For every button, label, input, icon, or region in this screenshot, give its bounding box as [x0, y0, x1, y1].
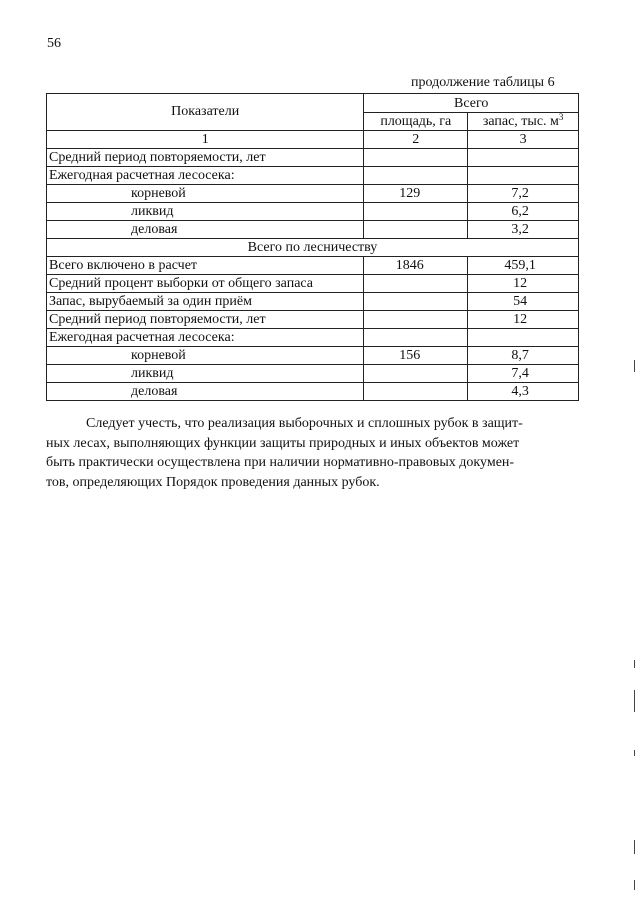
column-number: 2 — [364, 131, 468, 149]
row-area-value — [364, 203, 468, 221]
paragraph-line: ных лесах, выполняющих функции защиты природных и иных объектов может — [46, 435, 520, 451]
header-stock-text: запас, тыс. м — [482, 114, 559, 129]
header-total: Всего — [364, 94, 579, 113]
row-label: ликвид — [47, 203, 364, 221]
row-label: Средний период повторяемости, лет — [47, 311, 364, 329]
table-row — [47, 221, 579, 239]
row-area-value — [364, 275, 468, 293]
row-area-value — [364, 383, 468, 401]
row-label: Средний процент выборки от общего запаса — [47, 275, 364, 293]
forest-data-table — [46, 93, 579, 401]
row-area-value — [364, 167, 468, 185]
row-label: корневой — [47, 185, 364, 203]
row-label: Ежегодная расчетная лесосека: — [47, 329, 364, 347]
row-stock-value: 12 — [468, 275, 579, 293]
row-area-value — [364, 329, 468, 347]
column-number: 1 — [47, 131, 364, 149]
row-label: деловая — [47, 383, 364, 401]
table-row — [47, 275, 579, 293]
header-stock — [468, 112, 579, 131]
paragraph-line: тов, определяющих Порядок проведения данных рубок. — [46, 474, 380, 490]
header-indicators: Показатели — [47, 94, 364, 131]
row-area-value — [364, 311, 468, 329]
table-row — [47, 347, 579, 365]
table-continuation-label: продолжение таблицы 6 — [411, 75, 555, 90]
table-row — [47, 293, 579, 311]
row-stock-value: 6,2 — [468, 203, 579, 221]
row-label: Средний период повторяемости, лет — [47, 149, 364, 167]
column-number: 3 — [468, 131, 579, 149]
row-area-value: 156 — [364, 347, 468, 365]
paragraph-line: быть практически осуществлена при наличии нормативно-правовых докумен- — [46, 455, 515, 470]
table-row — [47, 185, 579, 203]
row-stock-value: 54 — [468, 293, 579, 311]
row-stock-value — [468, 167, 579, 185]
table-row — [47, 149, 579, 167]
row-label: Запас, вырубаемый за один приём — [47, 293, 364, 311]
body-paragraph — [46, 414, 580, 492]
row-area-value — [364, 221, 468, 239]
row-label: корневой — [47, 347, 364, 365]
table-row — [47, 311, 579, 329]
scan-margin-marks — [630, 340, 640, 900]
row-label: Ежегодная расчетная лесосека: — [47, 167, 364, 185]
row-stock-value: 459,1 — [468, 257, 579, 275]
row-stock-value: 3,2 — [468, 221, 579, 239]
column-number-row — [47, 131, 579, 149]
table-row — [47, 329, 579, 347]
row-area-value — [364, 365, 468, 383]
row-stock-value: 8,7 — [468, 347, 579, 365]
row-label: деловая — [47, 221, 364, 239]
table-row — [47, 167, 579, 185]
table-row — [47, 365, 579, 383]
row-area-value — [364, 149, 468, 167]
row-stock-value: 4,3 — [468, 383, 579, 401]
paragraph-line: Следует учесть, что реализация выборочных и сплошных рубок в защит- — [86, 416, 523, 431]
row-stock-value: 7,2 — [468, 185, 579, 203]
row-area-value: 129 — [364, 185, 468, 203]
table-row — [47, 203, 579, 221]
row-label: Всего включено в расчет — [47, 257, 364, 275]
row-stock-value — [468, 149, 579, 167]
row-area-value — [364, 293, 468, 311]
page-number: 56 — [47, 36, 61, 51]
row-area-value: 1846 — [364, 257, 468, 275]
row-stock-value: 7,4 — [468, 365, 579, 383]
table-row — [47, 383, 579, 401]
table-header-row — [47, 94, 579, 113]
row-stock-value — [468, 329, 579, 347]
table-row — [47, 257, 579, 275]
section-title-row — [47, 239, 579, 257]
header-stock-sup: 3 — [558, 112, 564, 122]
header-area: площадь, га — [364, 112, 468, 131]
row-stock-value: 12 — [468, 311, 579, 329]
row-label: ликвид — [47, 365, 364, 383]
section-title: Всего по лесничеству — [47, 239, 579, 257]
